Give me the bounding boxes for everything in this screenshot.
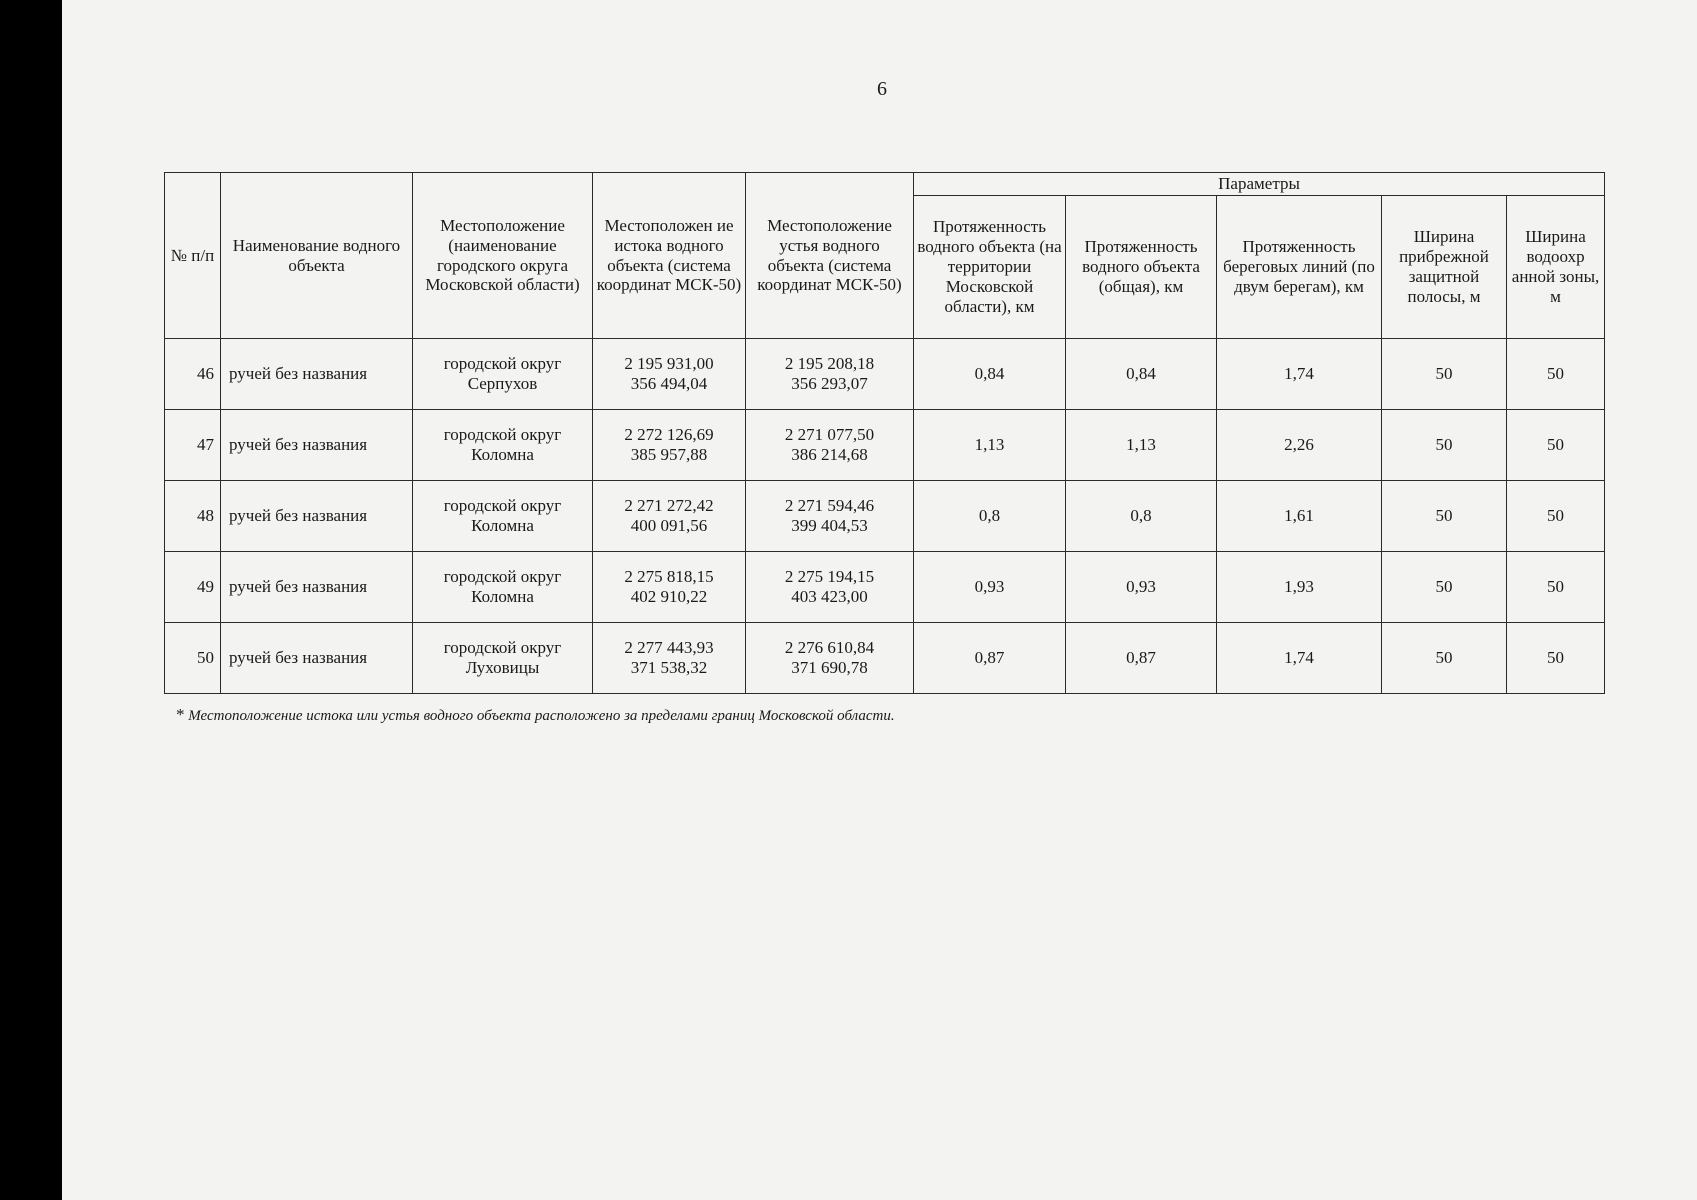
scan-edge	[0, 0, 62, 1200]
cell-length-total: 0,93	[1066, 552, 1217, 623]
header-source: Местоположен ие истока водного объекта (система координат МСК-50)	[593, 173, 746, 339]
cell-num: 47	[165, 410, 221, 481]
cell-mouth-y: 403 423,00	[791, 587, 868, 606]
cell-length-region: 0,84	[914, 339, 1066, 410]
header-length-region: Протяженность водного объекта (на территории Московской области), км	[914, 196, 1066, 339]
cell-name: ручей без названия	[221, 623, 413, 694]
cell-source-y: 402 910,22	[630, 587, 708, 606]
cell-protection-zone: 50	[1507, 481, 1605, 552]
cell-mouth-x: 2 271 077,50	[784, 425, 875, 445]
table-header-row	[165, 173, 1605, 196]
header-name: Наименование водного объекта	[221, 173, 413, 339]
cell-location-line: городской округ	[443, 354, 562, 374]
cell-mouth	[746, 481, 914, 552]
header-length-total: Протяженность водного объекта (общая), км	[1066, 196, 1217, 339]
cell-mouth-y: 371 690,78	[791, 658, 868, 677]
cell-location	[413, 552, 593, 623]
cell-num: 50	[165, 623, 221, 694]
cell-coastal-strip: 50	[1382, 339, 1507, 410]
cell-protection-zone: 50	[1507, 339, 1605, 410]
table-row	[165, 410, 1605, 481]
cell-length-region: 1,13	[914, 410, 1066, 481]
cell-location-line: Серпухов	[467, 374, 538, 393]
cell-length-total: 0,84	[1066, 339, 1217, 410]
cell-location-line: городской округ	[443, 496, 562, 516]
cell-source	[593, 623, 746, 694]
cell-source-x: 2 277 443,93	[624, 638, 714, 658]
header-coastal-strip: Ширина прибрежной защитной полосы, м	[1382, 196, 1507, 339]
table-row	[165, 623, 1605, 694]
cell-mouth-y: 356 293,07	[791, 374, 868, 393]
cell-location-line: Коломна	[471, 516, 534, 535]
cell-location-line: Луховицы	[465, 658, 540, 677]
cell-mouth	[746, 623, 914, 694]
footnote-text: Местоположение истока или устья водного объекта расположено за пределами границ Московской области.	[188, 708, 895, 724]
header-parameters: Параметры	[914, 173, 1605, 196]
cell-source-x: 2 272 126,69	[624, 425, 714, 445]
cell-location-line: городской округ	[443, 425, 562, 445]
header-location: Местоположение (наименование городского округа Московской области)	[413, 173, 593, 339]
cell-length-total: 1,13	[1066, 410, 1217, 481]
cell-source-x: 2 195 931,00	[624, 354, 714, 374]
cell-mouth	[746, 339, 914, 410]
cell-protection-zone: 50	[1507, 623, 1605, 694]
cell-source-y: 385 957,88	[630, 445, 708, 464]
cell-location-line: Коломна	[471, 445, 534, 464]
cell-source-y: 400 091,56	[630, 516, 708, 535]
cell-mouth-x: 2 271 594,46	[784, 496, 875, 516]
table-row	[165, 552, 1605, 623]
cell-num: 48	[165, 481, 221, 552]
cell-location-line: городской округ	[443, 567, 562, 587]
cell-source-x: 2 275 818,15	[624, 567, 714, 587]
cell-source	[593, 552, 746, 623]
cell-name: ручей без названия	[221, 410, 413, 481]
cell-mouth-x: 2 275 194,15	[784, 567, 875, 587]
cell-mouth	[746, 552, 914, 623]
cell-name: ручей без названия	[221, 339, 413, 410]
cell-source	[593, 410, 746, 481]
cell-location	[413, 339, 593, 410]
cell-coastal-strip: 50	[1382, 552, 1507, 623]
cell-shoreline: 1,93	[1217, 552, 1382, 623]
cell-name: ручей без названия	[221, 552, 413, 623]
cell-length-total: 0,87	[1066, 623, 1217, 694]
cell-mouth-y: 399 404,53	[791, 516, 868, 535]
header-mouth: Местоположение устья водного объекта (система координат МСК-50)	[746, 173, 914, 339]
cell-shoreline: 2,26	[1217, 410, 1382, 481]
water-objects-table	[164, 172, 1605, 694]
table-row	[165, 481, 1605, 552]
cell-num: 46	[165, 339, 221, 410]
footnote-marker: *	[176, 705, 185, 724]
cell-shoreline: 1,61	[1217, 481, 1382, 552]
page-number: 6	[877, 78, 887, 100]
cell-location-line: городской округ	[443, 638, 562, 658]
cell-source	[593, 481, 746, 552]
cell-mouth-x: 2 195 208,18	[784, 354, 875, 374]
cell-protection-zone: 50	[1507, 552, 1605, 623]
cell-length-total: 0,8	[1066, 481, 1217, 552]
cell-source-x: 2 271 272,42	[624, 496, 714, 516]
cell-name: ручей без названия	[221, 481, 413, 552]
header-protection-zone: Ширина водоохр анной зоны, м	[1507, 196, 1605, 339]
cell-location-line: Коломна	[471, 587, 534, 606]
cell-coastal-strip: 50	[1382, 481, 1507, 552]
cell-source	[593, 339, 746, 410]
cell-mouth-x: 2 276 610,84	[784, 638, 875, 658]
cell-location	[413, 623, 593, 694]
cell-mouth-y: 386 214,68	[791, 445, 868, 464]
cell-source-y: 356 494,04	[630, 374, 708, 393]
cell-shoreline: 1,74	[1217, 623, 1382, 694]
header-shoreline: Протяженность береговых линий (по двум берегам), км	[1217, 196, 1382, 339]
cell-source-y: 371 538,32	[630, 658, 708, 677]
header-num: № п/п	[165, 173, 221, 339]
cell-length-region: 0,93	[914, 552, 1066, 623]
cell-mouth	[746, 410, 914, 481]
cell-length-region: 0,87	[914, 623, 1066, 694]
cell-num: 49	[165, 552, 221, 623]
cell-coastal-strip: 50	[1382, 410, 1507, 481]
footnote	[176, 705, 895, 725]
cell-protection-zone: 50	[1507, 410, 1605, 481]
cell-location	[413, 410, 593, 481]
cell-shoreline: 1,74	[1217, 339, 1382, 410]
table-row	[165, 339, 1605, 410]
cell-length-region: 0,8	[914, 481, 1066, 552]
cell-location	[413, 481, 593, 552]
cell-coastal-strip: 50	[1382, 623, 1507, 694]
